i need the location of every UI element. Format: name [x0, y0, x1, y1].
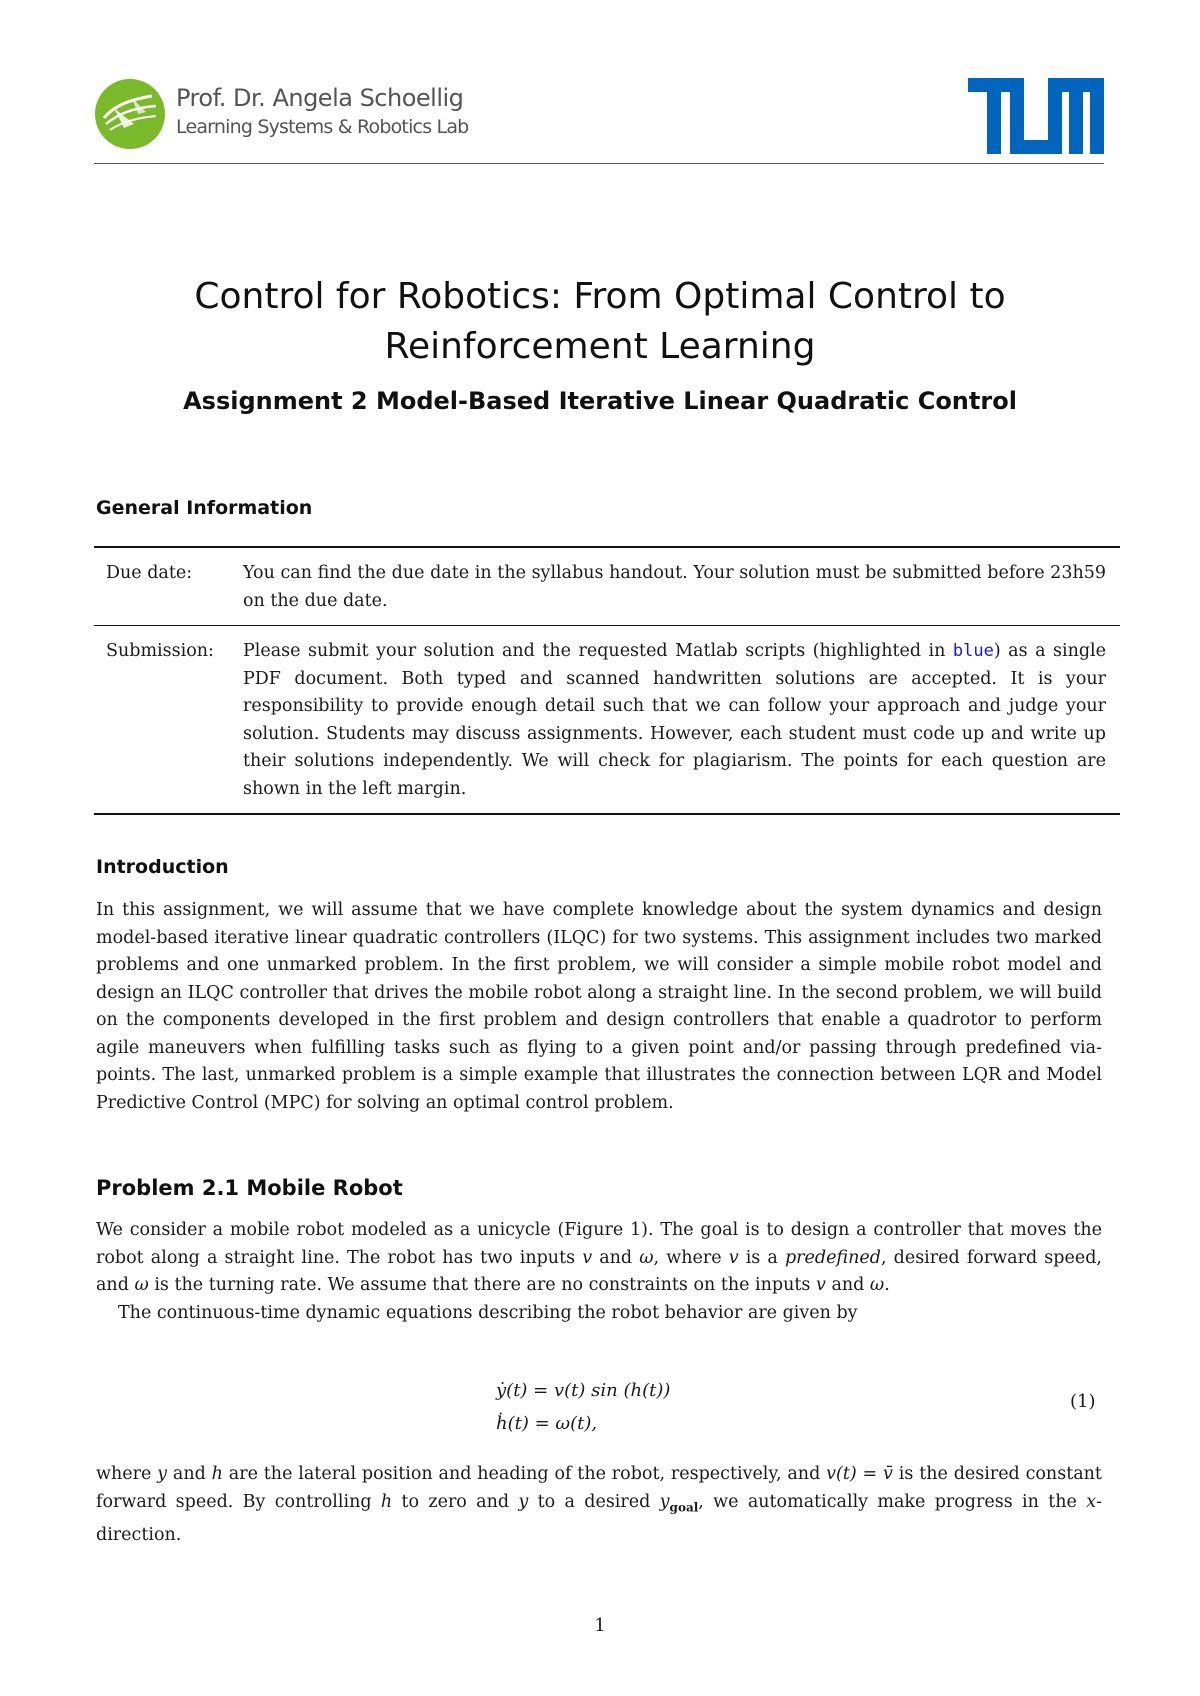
header-divider — [94, 163, 1104, 164]
problem-text-1: We consider a mobile robot modeled as a unicycle (Figure 1). The goal is to design a controller that moves the robot along a straight line. The robot has two inputs v and ω, where v is a predefined, desired forward speed, and ω is the turning rate. We assume that there are no constraints on the inputs v and ω. — [96, 1220, 1102, 1295]
submission-highlight: blue — [952, 641, 994, 661]
lab-subtitle: Learning Systems & Robotics Lab — [176, 116, 469, 138]
title-line-2: Reinforcement Learning — [384, 326, 816, 367]
tum-logo-icon — [968, 78, 1104, 154]
table-bottom-rule — [94, 813, 1120, 815]
table-row — [94, 548, 1120, 625]
page-header — [94, 72, 1104, 164]
lab-name: Prof. Dr. Angela Schoellig — [176, 84, 464, 112]
problem-paragraph — [96, 1217, 1102, 1327]
equation-line-1: ẏ(t) = v(t) sin (h(t)) — [496, 1380, 671, 1401]
equation — [496, 1374, 670, 1440]
submission-text-post: ) as a single PDF document. Both typed and scanned handwritten solutions are accepted. It is your responsibility to provide enough detail such that we can follow your approach and judge your solution. Students may discuss assignments. However, each student must code up and write up their solutions independently. We will check for plagiarism. The points for each question are shown in the left margin. — [243, 641, 1106, 799]
submission-value — [243, 638, 1106, 803]
problem-heading: Problem 2.1 Mobile Robot — [96, 1176, 403, 1200]
info-table — [94, 546, 1120, 815]
problem-paragraph-2 — [96, 1461, 1102, 1549]
document-title — [60, 272, 1140, 372]
introduction-paragraph — [96, 897, 1102, 1117]
title-line-1: Control for Robotics: From Optimal Control to — [194, 276, 1006, 317]
submission-text-pre: Please submit your solution and the requested Matlab scripts (highlighted in — [243, 641, 953, 661]
submission-label: Submission: — [106, 641, 214, 661]
problem-text-2: The continuous-time dynamic equations describing the robot behavior are given by — [118, 1302, 858, 1323]
lab-logo-icon — [94, 78, 166, 150]
equation-number: (1) — [1070, 1391, 1096, 1412]
table-row — [94, 626, 1120, 813]
problem-text-3: where y and h are the lateral position and heading of the robot, respectively, and v(t) = v̄ is the desired constant forward speed. By controlling h to zero and y to a desired $y_{goal}$, we automatically make progress in the x-direction. — [96, 1464, 1102, 1545]
due-date-value: You can find the due date in the syllabus handout. Your solution must be submitted before 23h59 on the due date. — [243, 563, 1106, 611]
equation-line-2: ḣ(t) = ω(t), — [496, 1413, 598, 1434]
document-subtitle: Assignment 2 Model-Based Iterative Linear Quadratic Control — [183, 387, 1017, 415]
introduction-text: In this assignment, we will assume that we have complete knowledge about the system dynamics and design model-based iterative linear quadratic controllers (ILQC) for two systems. This assignment includes two marked problems and one unmarked problem. In the first problem, we will consider a simple mobile robot model and design an ILQC controller that drives the mobile robot along a straight line. In the second problem, we will build on the components developed in the first problem and design controllers that enable a quadrotor to perform agile maneuvers when fulfilling tasks such as flying to a given point and/or passing through predefined via-points. The last, unmarked problem is a simple example that illustrates the connection between LQR and Model Predictive Control (MPC) for solving an optimal control problem. — [96, 900, 1102, 1113]
general-info-heading: General Information — [96, 497, 313, 519]
introduction-heading: Introduction — [96, 856, 229, 878]
due-date-label: Due date: — [106, 563, 193, 583]
page-number: 1 — [594, 1615, 606, 1636]
